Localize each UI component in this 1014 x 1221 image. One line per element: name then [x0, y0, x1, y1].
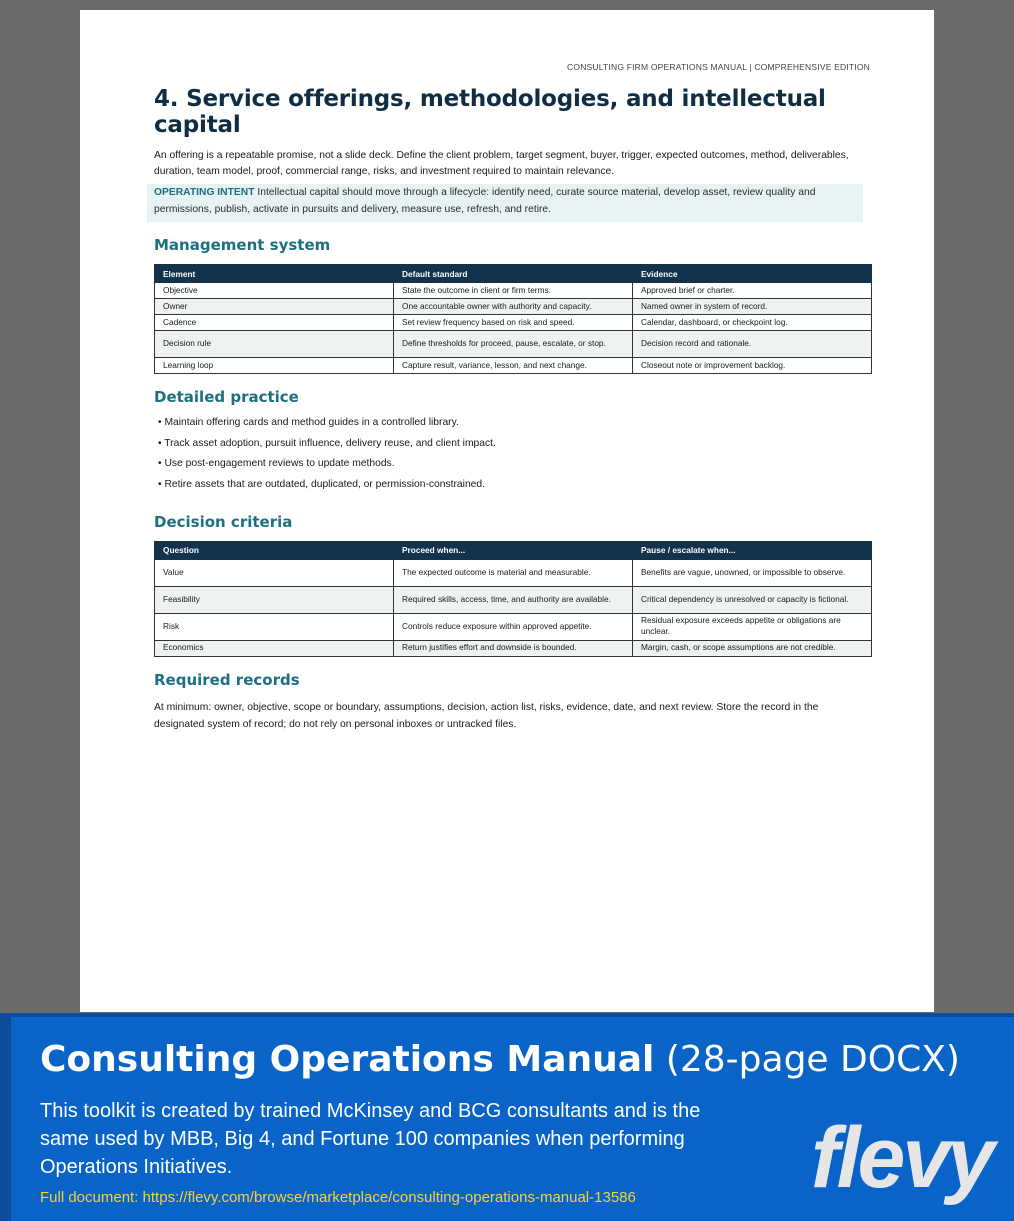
list-item: • Track asset adoption, pursuit influence, delivery reuse, and client impact.	[158, 437, 496, 449]
table-cell: Economics	[155, 640, 394, 656]
banner-title-suffix: (28-page DOCX)	[654, 1039, 960, 1080]
records-heading: Required records	[154, 670, 300, 689]
table-row	[155, 640, 872, 656]
table-row	[155, 358, 872, 374]
table-row	[155, 613, 872, 640]
criteria-heading: Decision criteria	[154, 512, 293, 531]
table-cell: Closeout note or improvement backlog.	[633, 358, 872, 374]
table-cell: Cadence	[155, 315, 394, 331]
table-cell: Approved brief or charter.	[633, 283, 872, 299]
callout-text: Intellectual capital should move through a lifecycle: identify need, curate source material, develop asset, review quality and permissions, publish, activate in pursuits and delivery, measure use, refresh, and retire.	[154, 187, 816, 215]
table-cell: Risk	[155, 613, 394, 640]
banner-description: This toolkit is created by trained McKinsey and BCG consultants and is the same used by MBB, Big 4, and Fortune 100 companies when performing Operations Initiatives.	[40, 1100, 701, 1178]
banner-link[interactable]: Full document: https://flevy.com/browse/marketplace/consulting-operations-manual-13586	[40, 1189, 636, 1206]
table-row	[155, 299, 872, 315]
table-cell: Margin, cash, or scope assumptions are not credible.	[633, 640, 872, 656]
table-cell: State the outcome in client or firm terms.	[394, 283, 633, 299]
table-cell: The expected outcome is material and measurable.	[394, 559, 633, 586]
list-item: • Use post-engagement reviews to update methods.	[158, 458, 395, 470]
table-cell: Residual exposure exceeds appetite or obligations are unclear.	[633, 613, 872, 640]
table-cell: Define thresholds for proceed, pause, escalate, or stop.	[394, 331, 633, 358]
callout-label: OPERATING INTENT	[154, 187, 255, 198]
list-item: • Maintain offering cards and method guides in a controlled library.	[158, 417, 459, 428]
intro-paragraph: An offering is a repeatable promise, not a slide deck. Define the client problem, target segment, buyer, trigger, expected outcomes, method, deliverables, duration, team model, proof, commercial range, risks, and investment required to maintain relevance.	[154, 150, 849, 177]
table-cell: Owner	[155, 299, 394, 315]
management-heading: Management system	[154, 236, 331, 254]
table-cell: Critical dependency is unresolved or capacity is fictional.	[633, 586, 872, 613]
table-cell: One accountable owner with authority and capacity.	[394, 299, 633, 315]
document-page	[80, 10, 934, 1012]
table-row	[155, 559, 872, 586]
page-content	[154, 86, 870, 733]
table-row	[155, 283, 872, 299]
column-header: Proceed when...	[394, 541, 633, 559]
column-header: Pause / escalate when...	[633, 541, 872, 559]
promo-banner	[0, 1013, 1014, 1221]
banner-title-strong: Consulting Operations Manual	[40, 1039, 655, 1080]
section-title: 4. Service offerings, methodologies, and intellectual capital	[154, 86, 826, 138]
table-cell: Learning loop	[155, 358, 394, 374]
table-cell: Set review frequency based on risk and speed.	[394, 315, 633, 331]
table-cell: Capture result, variance, lesson, and next change.	[394, 358, 633, 374]
practice-list	[154, 416, 870, 499]
flevy-logo: flevy	[810, 1110, 992, 1206]
table-cell: Decision rule	[155, 331, 394, 358]
list-item: • Retire assets that are outdated, duplicated, or permission-constrained.	[158, 479, 485, 491]
records-paragraph: At minimum: owner, objective, scope or boundary, assumptions, decision, action list, risks, evidence, date, and next review. Store the record in the designated system of record; do not rely on personal inboxes or untracked files.	[154, 701, 819, 730]
column-header: Default standard	[394, 265, 633, 283]
table-cell: Benefits are vague, unowned, or impossible to observe.	[633, 559, 872, 586]
table-row	[155, 586, 872, 613]
promo-banner-panel	[11, 1017, 1014, 1221]
column-header: Element	[155, 265, 394, 283]
table-cell: Named owner in system of record.	[633, 299, 872, 315]
table-cell: Return justifies effort and downside is bounded.	[394, 640, 633, 656]
criteria-table	[154, 541, 872, 657]
table-cell: Calendar, dashboard, or checkpoint log.	[633, 315, 872, 331]
criteria-header-row	[155, 541, 872, 559]
management-header-row	[155, 265, 872, 283]
banner-title	[40, 1039, 960, 1080]
management-table	[154, 264, 872, 374]
table-cell: Decision record and rationale.	[633, 331, 872, 358]
column-header: Question	[155, 541, 394, 559]
table-cell: Required skills, access, time, and authority are available.	[394, 586, 633, 613]
table-cell: Feasibility	[155, 586, 394, 613]
table-cell: Objective	[155, 283, 394, 299]
table-cell: Value	[155, 559, 394, 586]
table-row	[155, 331, 872, 358]
practice-heading: Detailed practice	[154, 388, 299, 406]
column-header: Evidence	[633, 265, 872, 283]
table-row	[155, 315, 872, 331]
running-header: CONSULTING FIRM OPERATIONS MANUAL | COMPREHENSIVE EDITION	[567, 62, 870, 72]
table-cell: Controls reduce exposure within approved appetite.	[394, 613, 633, 640]
operating-intent-callout	[147, 184, 863, 222]
